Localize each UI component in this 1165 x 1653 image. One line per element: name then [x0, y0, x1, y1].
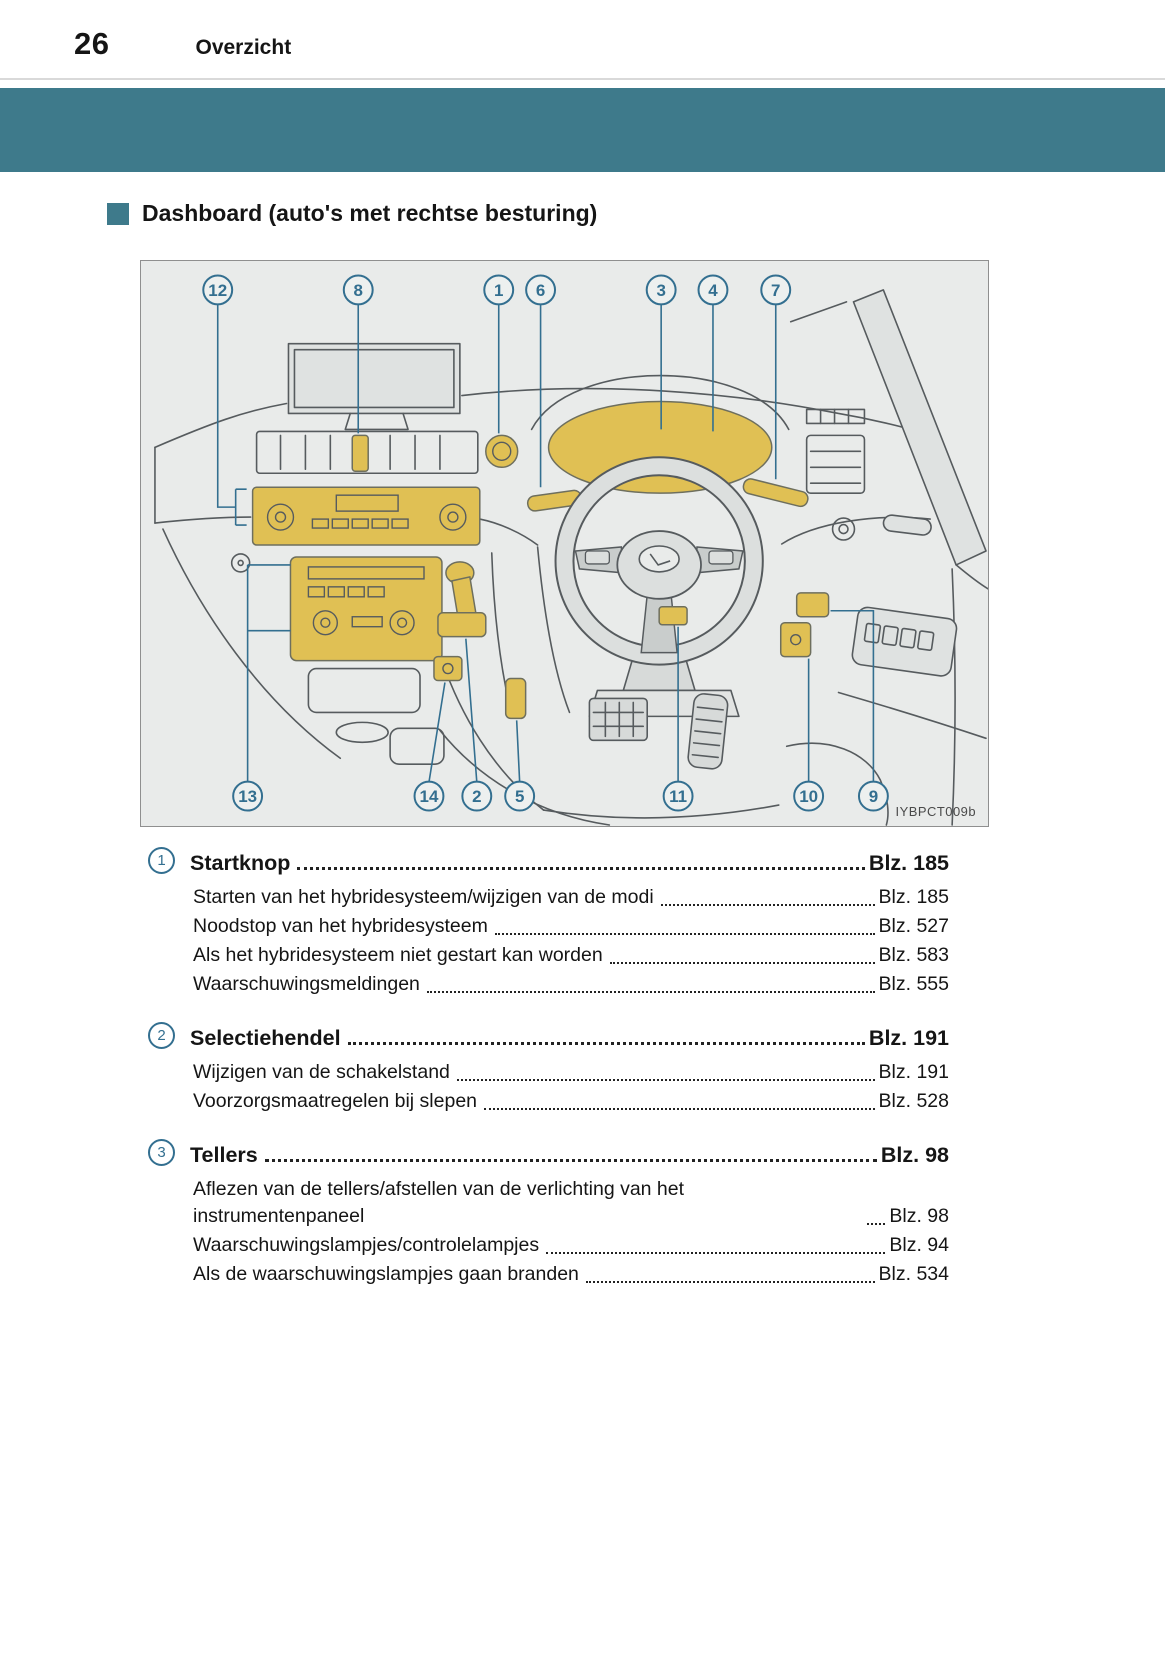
item-title: Startknop: [190, 851, 291, 875]
dashboard-diagram-svg: [141, 261, 988, 826]
svg-text:11: 11: [669, 787, 688, 807]
page-reference: Blz. 583: [878, 944, 949, 966]
callout-14: [415, 782, 444, 811]
page-reference: Blz. 527: [878, 915, 949, 937]
svg-text:9: 9: [868, 787, 879, 807]
legend-list: [148, 849, 949, 1288]
start-button-highlight: [486, 435, 518, 467]
callout-5: [505, 782, 534, 811]
callout-12: [203, 275, 232, 304]
dot-leader: [265, 1159, 877, 1162]
legend-sub-row: [193, 1261, 949, 1288]
dot-leader: [586, 1281, 875, 1283]
legend-main-row: [148, 1141, 949, 1168]
page-reference: Blz. 98: [889, 1205, 949, 1227]
switch-14-highlight: [434, 657, 462, 681]
dashboard-heading: [107, 200, 1165, 227]
page-head-row: [0, 0, 1165, 62]
callout-2: [462, 782, 491, 811]
legend-main-row: [148, 1024, 949, 1051]
svg-text:13: 13: [238, 787, 258, 807]
item-number-badge: 2: [148, 1022, 175, 1049]
legend-sub-row: [193, 971, 949, 998]
audio-console-highlight: [290, 557, 441, 661]
callout-4: [699, 275, 728, 304]
switch-11-highlight: [659, 607, 687, 625]
dot-leader: [457, 1079, 875, 1081]
page-reference: Blz. 185: [868, 851, 949, 875]
callout-1: [484, 275, 513, 304]
vent-knob-highlight: [352, 435, 368, 471]
svg-text:4: 4: [708, 280, 718, 300]
dot-leader: [484, 1108, 875, 1110]
lever-5-highlight: [506, 679, 526, 719]
item-number-badge: 3: [148, 1139, 175, 1166]
callout-13: [233, 782, 262, 811]
item-title: Tellers: [190, 1143, 258, 1167]
legend-sub-row: [193, 1088, 949, 1115]
sub-item-label: Voorzorgsmaatregelen bij slepen: [193, 1090, 478, 1112]
dot-leader: [610, 962, 875, 964]
sub-item-label: Als de waarschuwingslampjes gaan branden: [193, 1263, 579, 1285]
legend-sub-row: [193, 913, 949, 940]
sub-item-label: Waarschuwingslampjes/controlelampjes: [193, 1234, 540, 1256]
figure-code: IYBPCT009b: [895, 804, 977, 820]
svg-text:5: 5: [514, 787, 525, 807]
dot-leader: [427, 991, 875, 993]
callout-8: [344, 275, 373, 304]
heading-square-bullet: [107, 203, 129, 225]
svg-text:7: 7: [771, 280, 781, 300]
climate-panel-highlight: [253, 487, 480, 545]
dot-leader: [495, 933, 875, 935]
sub-item-label: Aflezen van de tellers/afstellen van de verlichting van het instrumentenpaneel: [193, 1178, 685, 1227]
dashboard-figure: [140, 260, 989, 827]
legend-group-selectiehendel: [148, 1024, 949, 1115]
sub-item-label: Wijzigen van de schakelstand: [193, 1061, 450, 1083]
callout-9: [859, 782, 888, 811]
svg-text:14: 14: [419, 787, 439, 807]
sub-item-label: Waarschuwingsmeldingen: [193, 973, 420, 995]
legend-sub-row: [193, 1232, 949, 1259]
dot-leader: [348, 1042, 865, 1045]
page-reference: Blz. 555: [878, 973, 949, 995]
sub-item-label: Als het hybridesysteem niet gestart kan worden: [193, 944, 603, 966]
dot-leader: [661, 904, 875, 906]
svg-text:2: 2: [472, 787, 482, 807]
page-reference: Blz. 534: [878, 1263, 949, 1285]
page-reference: Blz. 94: [889, 1234, 949, 1256]
legend-sub-row: [193, 884, 949, 911]
sub-item-label: Starten van het hybridesysteem/wijzigen van de modi: [193, 886, 654, 908]
page-header: [0, 0, 1165, 172]
item-number-badge: 1: [148, 847, 175, 874]
section-title: Overzicht: [195, 36, 292, 59]
shift-base-highlight: [438, 613, 486, 637]
legend-sub-row: [193, 1059, 949, 1086]
legend-group-tellers: [148, 1141, 949, 1288]
page-reference: Blz. 185: [878, 886, 949, 908]
heading-text: Dashboard (auto's met rechtse besturing): [142, 200, 598, 226]
legend-sub-row: [193, 1176, 949, 1230]
item-title: Selectiehendel: [190, 1026, 341, 1050]
page-reference: Blz. 528: [878, 1090, 949, 1112]
callout-10: [794, 782, 823, 811]
dot-leader: [297, 867, 865, 870]
svg-text:10: 10: [799, 787, 819, 807]
svg-text:6: 6: [535, 280, 546, 300]
page-reference: Blz. 98: [880, 1143, 949, 1167]
svg-text:12: 12: [208, 280, 228, 300]
lexus-emblem: [639, 546, 679, 572]
header-rule: [0, 78, 1165, 80]
legend-sub-row: [193, 942, 949, 969]
callout-6: [526, 275, 555, 304]
header-teal-band: [0, 88, 1165, 172]
dot-leader: [867, 1223, 885, 1225]
page-reference: Blz. 191: [868, 1026, 949, 1050]
callout-7: [761, 275, 790, 304]
svg-text:8: 8: [353, 280, 363, 300]
dot-leader: [546, 1252, 885, 1254]
switch-10-highlight: [781, 623, 811, 657]
legend-group-startknop: [148, 849, 949, 998]
page-reference: Blz. 191: [878, 1061, 949, 1083]
page-number: 26: [74, 26, 110, 61]
instrument-cluster-highlight: [549, 402, 772, 494]
svg-text:3: 3: [656, 280, 666, 300]
callout-3: [647, 275, 676, 304]
svg-text:1: 1: [494, 280, 504, 300]
switch-9-highlight: [797, 593, 829, 617]
callout-11: [664, 782, 693, 811]
legend-main-row: [148, 849, 949, 876]
sub-item-label: Noodstop van het hybridesysteem: [193, 915, 488, 937]
